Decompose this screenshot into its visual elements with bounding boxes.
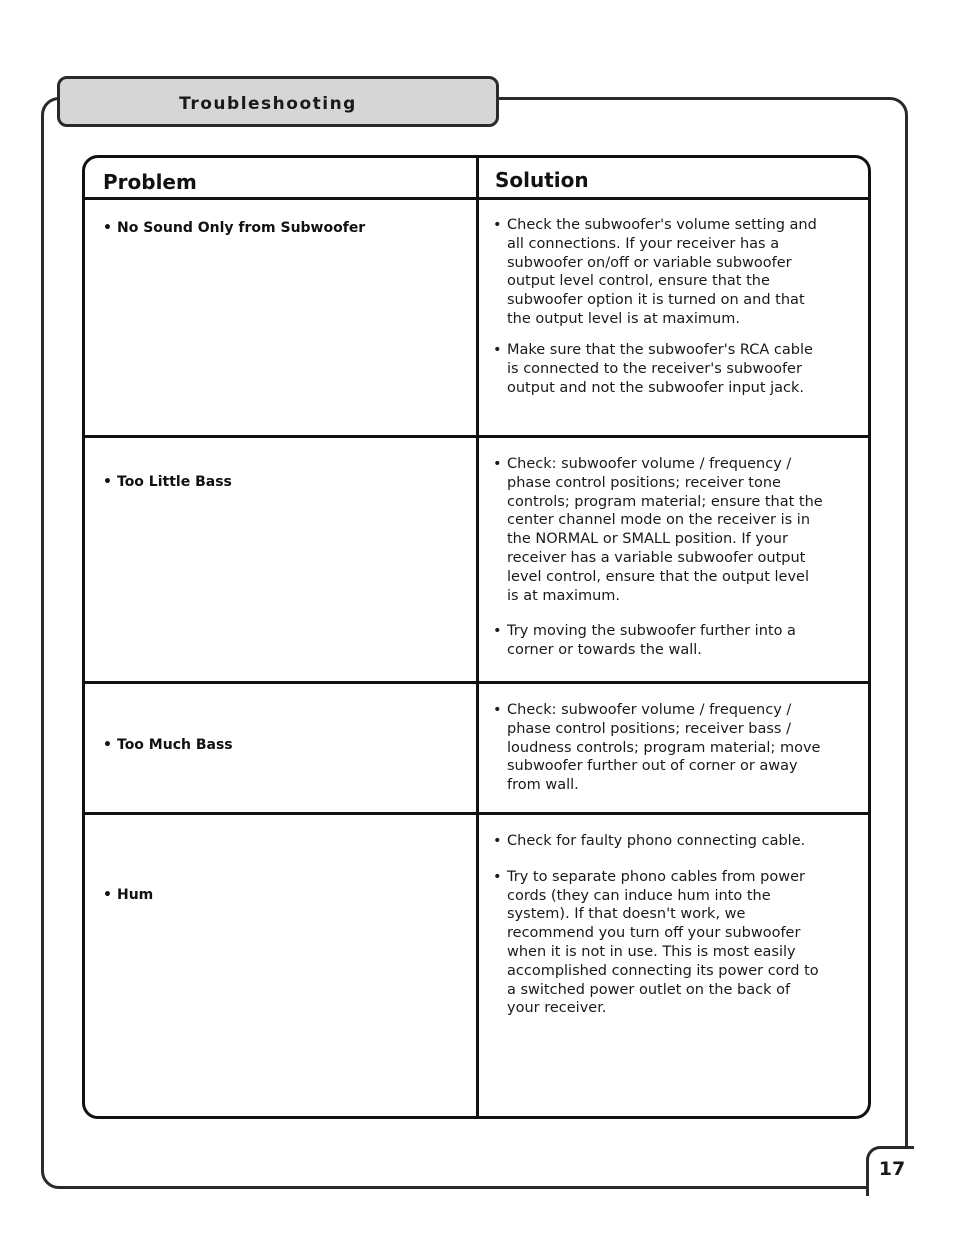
problem-item: • No Sound Only from Subwoofer	[103, 220, 871, 236]
troubleshooting-table	[82, 155, 871, 1119]
solution-list	[493, 216, 823, 398]
row-divider	[85, 681, 868, 684]
column-divider	[476, 158, 479, 1116]
section-tab	[57, 76, 499, 127]
problem-item: • Hum	[103, 887, 871, 903]
solution-column-header: Solution	[495, 168, 589, 192]
section-title: Troubleshooting	[179, 94, 357, 114]
solution-item: • Check: subwoofer volume / frequency / phase control positions; receiver tone controls; program material; ensure that the center channel mode on the receiver is in the NORMAL or SMALL position. If your receiver has a variable subwoofer output level control, ensure that the output level is at maximum.	[493, 455, 823, 605]
solution-item: • Check the subwoofer's volume setting and all connections. If your receiver has a subwoofer on/off or variable subwoofer output level control, ensure that the subwoofer option it is turned on and that the output level is at maximum.	[493, 216, 823, 329]
solution-item: • Try moving the subwoofer further into a corner or towards the wall.	[493, 622, 823, 660]
solution-item: • Make sure that the subwoofer's RCA cable is connected to the receiver's subwoofer output and not the subwoofer input jack.	[493, 341, 823, 397]
solution-item: • Check: subwoofer volume / frequency / phase control positions; receiver bass / loudness controls; program material; move subwoofer further out of corner or away from wall.	[493, 701, 823, 795]
solution-list	[493, 455, 823, 660]
problem-item: • Too Little Bass	[103, 474, 871, 490]
solution-list	[493, 832, 823, 1018]
solution-item: • Try to separate phono cables from power cords (they can induce hum into the system). If that doesn't work, we recommend you turn off your subwoofer when it is not in use. This is most easily accomplished connecting its power cord to a switched power outlet on the back of your receiver.	[493, 868, 823, 1018]
row-divider	[85, 435, 868, 438]
solution-item: • Check for faulty phono connecting cable.	[493, 832, 823, 851]
page-number: 17	[878, 1158, 906, 1180]
problem-column-header: Problem	[103, 170, 197, 194]
solution-list	[493, 701, 823, 795]
row-divider	[85, 812, 868, 815]
problem-item: • Too Much Bass	[103, 737, 871, 753]
header-divider	[85, 197, 868, 200]
